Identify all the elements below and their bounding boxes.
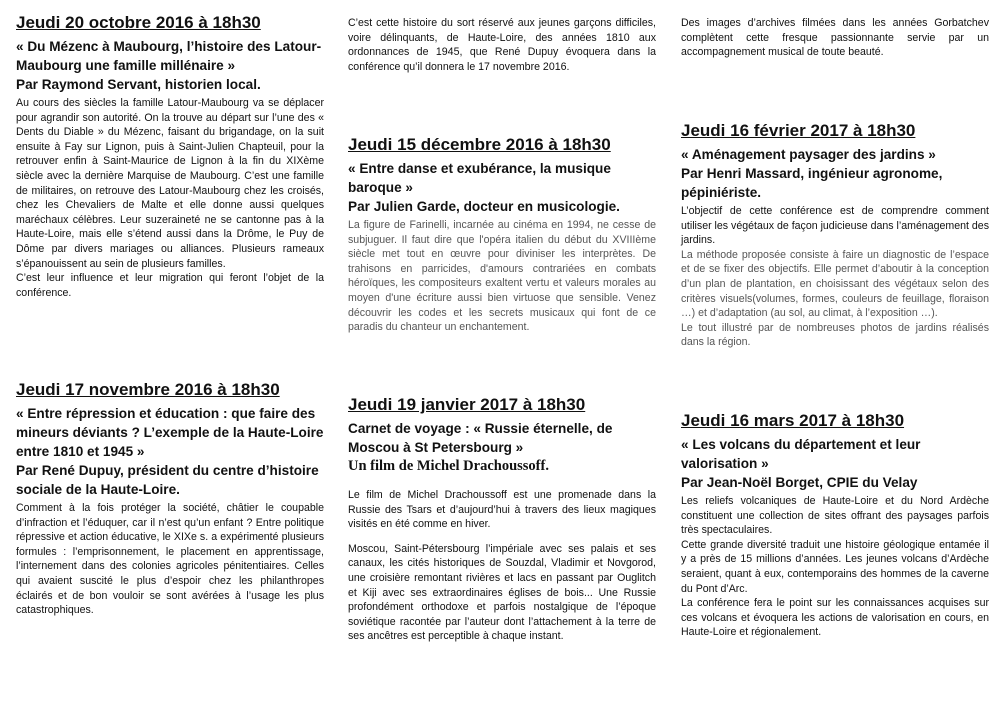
event-description: Comment à la fois protéger la société, châtier le coupable d’infraction et l’éduquer, car il n’est qu’un enfant ? Entre politique répressive et action éducative, le XIXe s. a expérimenté plusieurs formules : l’emprisonnement, le placement en apprentissage, l’internement dans des colonies agricoles pénitentiaires. Celles qui avaient suscité le plus d’espoir chez les philanthropes éclairés et de bon vouloir se sont avérées à l’usage les plus catastrophiques. xyxy=(16,502,324,617)
event-speaker: Par Henri Massard, ingénieur agronome, pépiniériste. xyxy=(681,166,943,200)
event-description: La figure de Farinelli, incarnée au cinéma en 1994, ne cesse de subjuguer. Il faut dire que l'opéra italien du début du XVIIIème siècle met tout en œuvre pour diviniser les interprètes. De trahisons en parricides, d'amours contrariées en combats héroïques, les compositeurs exaltent vertu et valeurs morales au moyen d'une écriture aussi bien virtuose que sensible. Venez découvrir les codes et les secrets musicaux qui font de ce paradis du chanteur un enchantement. xyxy=(348,219,656,334)
event-description: L’objectif de cette conférence est de comprendre comment utiliser les végétaux de façon judicieuse dans l’aménagement des jardins. xyxy=(681,205,989,247)
event-description-2: La méthode proposée consiste à faire un diagnostic de l’espace et de se fixer des objectifs. Elle permet d’aboutir à la conception d’un plan de plantation, en choisissant des végétaux selon des critères visuels(volumes, formes, couleurs de feuillage, floraison …) et d’adaptation (au sol, au climat, à l’exposition …). xyxy=(681,248,989,320)
event-title: « Du Mézenc à Maubourg, l’histoire des Latour-Maubourg une famille millénaire » xyxy=(16,39,322,73)
event-speaker: Par Jean-Noël Borget, CPIE du Velay xyxy=(681,475,918,490)
event-description-2: C’est leur influence et leur migration qui feront l’objet de la conférence. xyxy=(16,272,324,299)
event-mar-2017 xyxy=(681,410,989,640)
event-description-3: Le tout illustré par de nombreuses photos de jardins réalisés dans la région. xyxy=(681,321,989,349)
event-title: « Les volcans du département et leur valorisation » xyxy=(681,437,921,471)
event-title: « Entre répression et éducation : que faire des mineurs déviants ? L’exemple de la Haute-Loire entre 1810 et 1945 » xyxy=(16,406,324,459)
event-title: « Entre danse et exubérance, la musique baroque » xyxy=(348,161,611,195)
event-date: Jeudi 16 février 2017 à 18h30 xyxy=(681,121,916,140)
event-speaker: Par Raymond Servant, historien local. xyxy=(16,77,261,92)
event-description-2: Cette grande diversité traduit une histoire géologique entamée il y a près de 15 millions d’années. Les jeunes volcans d’Ardèche seraient, quant à eux, contemporains des hommes de la caverne du Pont d’Arc. xyxy=(681,538,989,595)
event-description-2: Moscou, Saint-Pétersbourg l’impériale avec ses palais et ses canaux, les cités historiques de Souzdal, Vladimir et Novgorod, une croisière remontant rivières et lacs en passant par Ouglitch et Kiji avec ses extraordinaires églises de bois... Une Russie profondément orthodoxe et parfois nostalgique de l’époque soviétique racontée par l’auteur dont l’attachement à la terre de ses ancêtres est perceptible à chaque instant. xyxy=(348,542,656,643)
event-description: Au cours des siècles la famille Latour-Maubourg va se déplacer pour agrandir son autorité. On la trouve au départ sur l’une des « Dents du Diable » du Mézenc, faisant du brigandage, on la suit ensuite à Fay sur Lignon, puis à Saint-Julien Chapteuil, pour la retrouver enfin à Saint-Maurice de Lignon à la fin du XIXème siècle avec la dernière Marquise de Maubourg. C’est une famille de militaires, on retrouve des Latour-Maubourg chez les croisés, chez les Chevaliers de Malte et elle donne aussi quelques maréchaux célèbres. Leur suzeraineté ne se cantonne pas à la Haute-Loire, mais elle s’étend aussi dans la Drôme, le Puy de Dôme par divers mariages ou alliances. Plusieurs rameaux s’épanouissent au sein de plusieurs familles. xyxy=(16,97,324,270)
event-description: Le film de Michel Drachoussoff est une promenade dans la Russie des Tsars et d’aujourd’hui à travers des lieux magiques visités en été comme en hiver. xyxy=(348,489,656,531)
continued-text xyxy=(348,16,656,74)
event-speaker: Par Julien Garde, docteur en musicologie. xyxy=(348,199,620,214)
event-title: Carnet de voyage : « Russie éternelle, de Moscou à St Petersbourg » xyxy=(348,421,613,455)
event-date: Jeudi 15 décembre 2016 à 18h30 xyxy=(348,135,611,154)
event-speaker: Par René Dupuy, président du centre d’histoire sociale de la Haute-Loire. xyxy=(16,463,319,497)
event-jan-2017 xyxy=(348,394,656,644)
event-speaker: Un film de Michel Drachoussoff. xyxy=(348,458,549,474)
event-title: « Aménagement paysager des jardins » xyxy=(681,147,936,162)
event-feb-2017 xyxy=(681,120,989,350)
event-description: Les reliefs volcaniques de Haute-Loire et du Nord Ardèche constituent une collection de sites offrant des paysages parfois très spectaculaires. xyxy=(681,495,989,537)
event-date: Jeudi 17 novembre 2016 à 18h30 xyxy=(16,380,280,399)
continued-text xyxy=(681,16,989,60)
event-date: Jeudi 19 janvier 2017 à 18h30 xyxy=(348,395,586,414)
event-oct-2016 xyxy=(16,12,324,300)
event-description: C’est cette histoire du sort réservé aux jeunes garçons difficiles, voire délinquants, de Haute-Loire, des années 1810 aux ordonnances de 1945, que René Dupuy évoquera dans la conférence qu’il donnera le 17 novembre 2016. xyxy=(348,17,656,73)
event-dec-2016 xyxy=(348,134,656,335)
event-description: Des images d’archives filmées dans les années Gorbatchev complètent cette fresque passionnante servie par un accompagnement musical de toute beauté. xyxy=(681,17,989,59)
event-date: Jeudi 16 mars 2017 à 18h30 xyxy=(681,411,905,430)
event-nov-2016 xyxy=(16,379,324,618)
event-description-3: La conférence fera le point sur les connaissances acquises sur ces volcans et évoquera les actions de valorisation en cours, en Haute-Loire et régionalement. xyxy=(681,597,989,639)
event-date: Jeudi 20 octobre 2016 à 18h30 xyxy=(16,13,261,32)
